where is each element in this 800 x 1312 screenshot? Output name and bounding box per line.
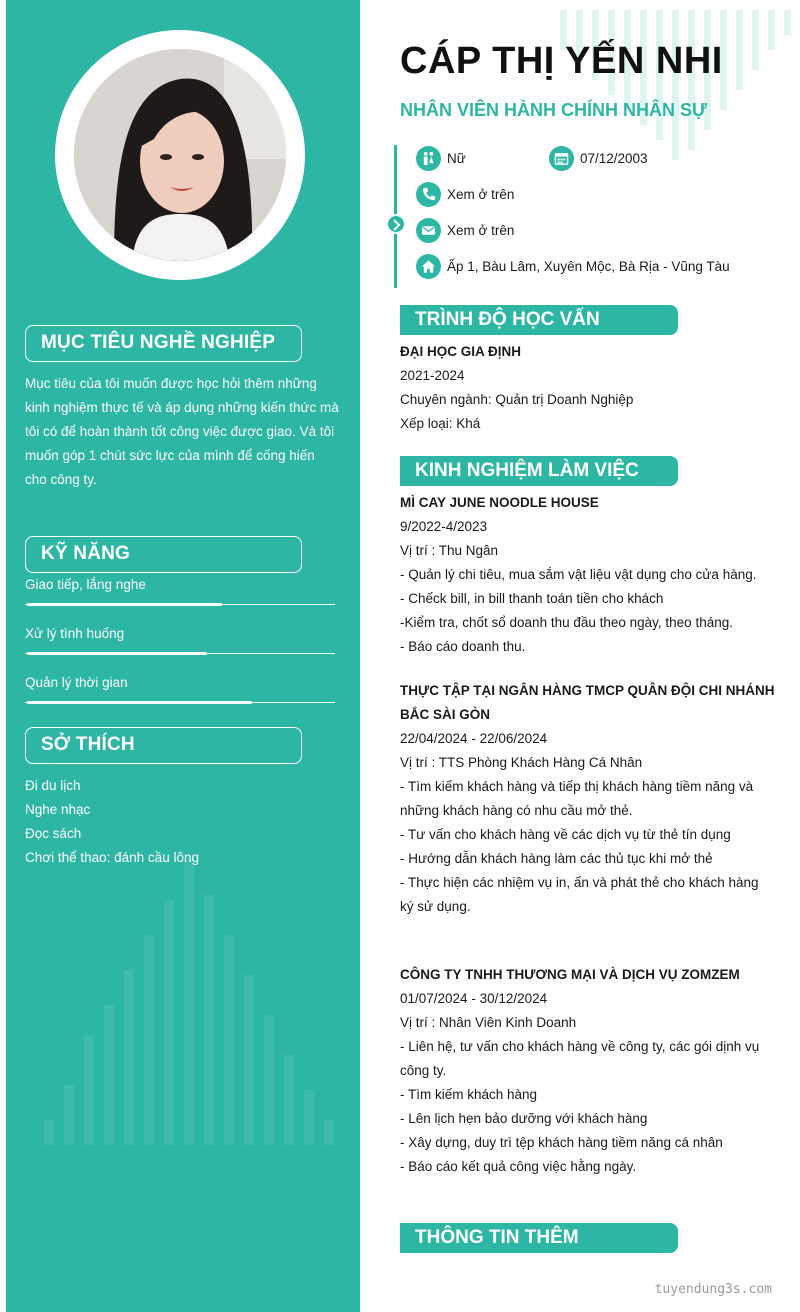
email-icon: [416, 218, 441, 243]
hobbies-heading: SỞ THÍCH: [25, 727, 302, 764]
skill-label: Giao tiếp, lắng nghe: [25, 577, 146, 592]
phone-value: Xem ở trên: [447, 186, 515, 202]
job-duty: - Chếck bill, in bill thanh toán tiền cho khách: [400, 591, 664, 606]
skill-label: Xử lý tình huống: [25, 626, 125, 641]
skill-item: [25, 675, 335, 690]
job-period: 01/07/2024 - 30/12/2024: [400, 991, 548, 1006]
sidebar: [0, 0, 360, 1312]
hobby-item: Nghe nhạc: [25, 802, 91, 817]
job-position: Vị trí : Nhân Viên Kinh Doanh: [400, 1015, 577, 1030]
decorative-bar: [224, 935, 234, 1145]
education-major: Chuyên ngành: Quản trị Doanh Nghiệp: [400, 392, 634, 407]
email-value: Xem ở trên: [447, 222, 515, 238]
job-org: CÔNG TY TNHH THƯƠNG MẠI VÀ DỊCH VỤ ZOMZEM: [400, 967, 740, 982]
skill-level-bar: [27, 603, 222, 606]
job-period: 9/2022-4/2023: [400, 519, 488, 534]
skills-heading: KỸ NĂNG: [25, 536, 302, 573]
education-period: 2021-2024: [400, 368, 465, 383]
hobbies-list: [25, 774, 199, 870]
skill-item: [25, 577, 335, 592]
school-name: ĐẠI HỌC GIA ĐỊNH: [400, 344, 521, 359]
job-position: Vị trí : TTS Phòng Khách Hàng Cá Nhân: [400, 755, 643, 770]
job-entry: [400, 963, 775, 1179]
decorative-bar: [64, 1085, 74, 1145]
chevron-right-icon: [386, 214, 406, 234]
education-block: [400, 340, 775, 436]
contact-phone: [416, 181, 514, 207]
job-period: 22/04/2024 - 22/06/2024: [400, 731, 548, 746]
extra-info-heading: THÔNG TIN THÊM: [400, 1223, 678, 1253]
job-duty: - Hướng dẫn khách hàng làm các thủ tục khi mở thẻ: [400, 851, 713, 866]
hobby-item: Chơi thể thao: đánh cầu lông: [25, 850, 199, 865]
job-duty: - Tìm kiếm khách hàng và tiếp thị khách hàng tiềm năng và những khách hàng có nhu cầu mở thẻ.: [400, 779, 754, 818]
gender-icon: [416, 146, 441, 171]
job-duty: - Tư vấn cho khách hàng về các dịch vụ từ thẻ tín dụng: [400, 827, 731, 842]
hobby-item: Đọc sách: [25, 826, 82, 841]
job-entry: [400, 491, 775, 659]
candidate-name: CÁP THỊ YẾN NHI: [400, 40, 723, 82]
decorative-bar: [264, 1015, 274, 1145]
decorative-bars: [40, 860, 350, 1145]
gender-value: Nữ: [447, 150, 466, 166]
job-org: THỰC TẬP TẠI NGÂN HÀNG TMCP QUÂN ĐỘI CHI NHÁNH BẮC SÀI GÒN: [400, 683, 775, 722]
contact-address: [416, 253, 730, 279]
education-grade: Xếp loại: Khá: [400, 416, 481, 431]
decorative-bar: [84, 1035, 94, 1145]
decorative-bar: [184, 860, 194, 1145]
birthday-value: 07/12/2003: [580, 150, 648, 166]
avatar: [74, 49, 286, 261]
contact-birthday: [549, 145, 648, 171]
decorative-bar: [104, 1005, 114, 1145]
skill-label: Quản lý thời gian: [25, 675, 128, 690]
decorative-bar: [304, 1090, 314, 1145]
skill-level-bar: [27, 652, 207, 655]
education-heading: TRÌNH ĐỘ HỌC VẤN: [400, 305, 678, 335]
avatar-image: [74, 49, 286, 261]
decorative-bar: [244, 975, 254, 1145]
job-title: NHÂN VIÊN HÀNH CHÍNH NHÂN SỰ: [400, 100, 707, 120]
job-duty: - Quản lý chi tiêu, mua sắm vật liệu vật dụng cho cửa hàng.: [400, 567, 757, 582]
sidebar-edge: [0, 0, 6, 1312]
job-duty: - Thực hiện các nhiệm vụ in, ấn và phát thẻ cho khách hàng ký sử dụng.: [400, 875, 759, 914]
objective-heading: MỤC TIÊU NGHỀ NGHIỆP: [25, 325, 302, 362]
phone-icon: [416, 182, 441, 207]
decorative-bar: [284, 1055, 294, 1145]
skill-level-bar: [27, 701, 252, 704]
objective-text: Mục tiêu của tôi muốn được học hỏi thêm những kinh nghiệm thực tế và áp dụng những kiến thức mà tôi có để hoàn thành tốt công việc được giao. Và tôi muốn góp 1 chút sức lực của mình để cống hiến cho công ty.: [25, 376, 339, 487]
job-duty: - Lên lịch hẹn bảo dưỡng với khách hàng: [400, 1111, 648, 1126]
decorative-bar: [44, 1120, 54, 1145]
decorative-bar: [324, 1120, 334, 1145]
decorative-bar: [164, 900, 174, 1145]
job-duty: -Kiểm tra, chốt sổ doanh thu đầu theo ngày, theo tháng.: [400, 615, 733, 630]
job-duty: - Xây dựng, duy trì tệp khách hàng tiềm năng cá nhân: [400, 1135, 723, 1150]
job-position: Vị trí : Thu Ngân: [400, 543, 499, 558]
job-duty: - Báo cáo kết quả công việc hằng ngày.: [400, 1159, 637, 1174]
job-duty: - Báo cáo doanh thu.: [400, 639, 526, 654]
contact-gender: [416, 145, 466, 171]
experience-heading: KINH NGHIỆM LÀM VIỆC: [400, 456, 678, 486]
address-value: Ấp 1, Bàu Lâm, Xuyên Mộc, Bà Rịa - Vũng Tàu: [447, 258, 730, 274]
watermark: tuyendung3s.com: [654, 1282, 772, 1297]
job-org: MÌ CAY JUNE NOODLE HOUSE: [400, 495, 599, 510]
decorative-bar: [144, 935, 154, 1145]
hobby-item: Đi du lịch: [25, 778, 81, 793]
job-duty: - Liên hệ, tư vấn cho khách hàng về công ty, các gói dịnh vụ công ty.: [400, 1039, 760, 1078]
decorative-bar: [124, 970, 134, 1145]
contact-email: [416, 217, 514, 243]
decorative-bar: [204, 895, 214, 1145]
calendar-icon: [549, 146, 574, 171]
job-entry: [400, 679, 775, 919]
home-icon: [416, 254, 441, 279]
skill-item: [25, 626, 335, 641]
job-duty: - Tìm kiếm khách hàng: [400, 1087, 538, 1102]
